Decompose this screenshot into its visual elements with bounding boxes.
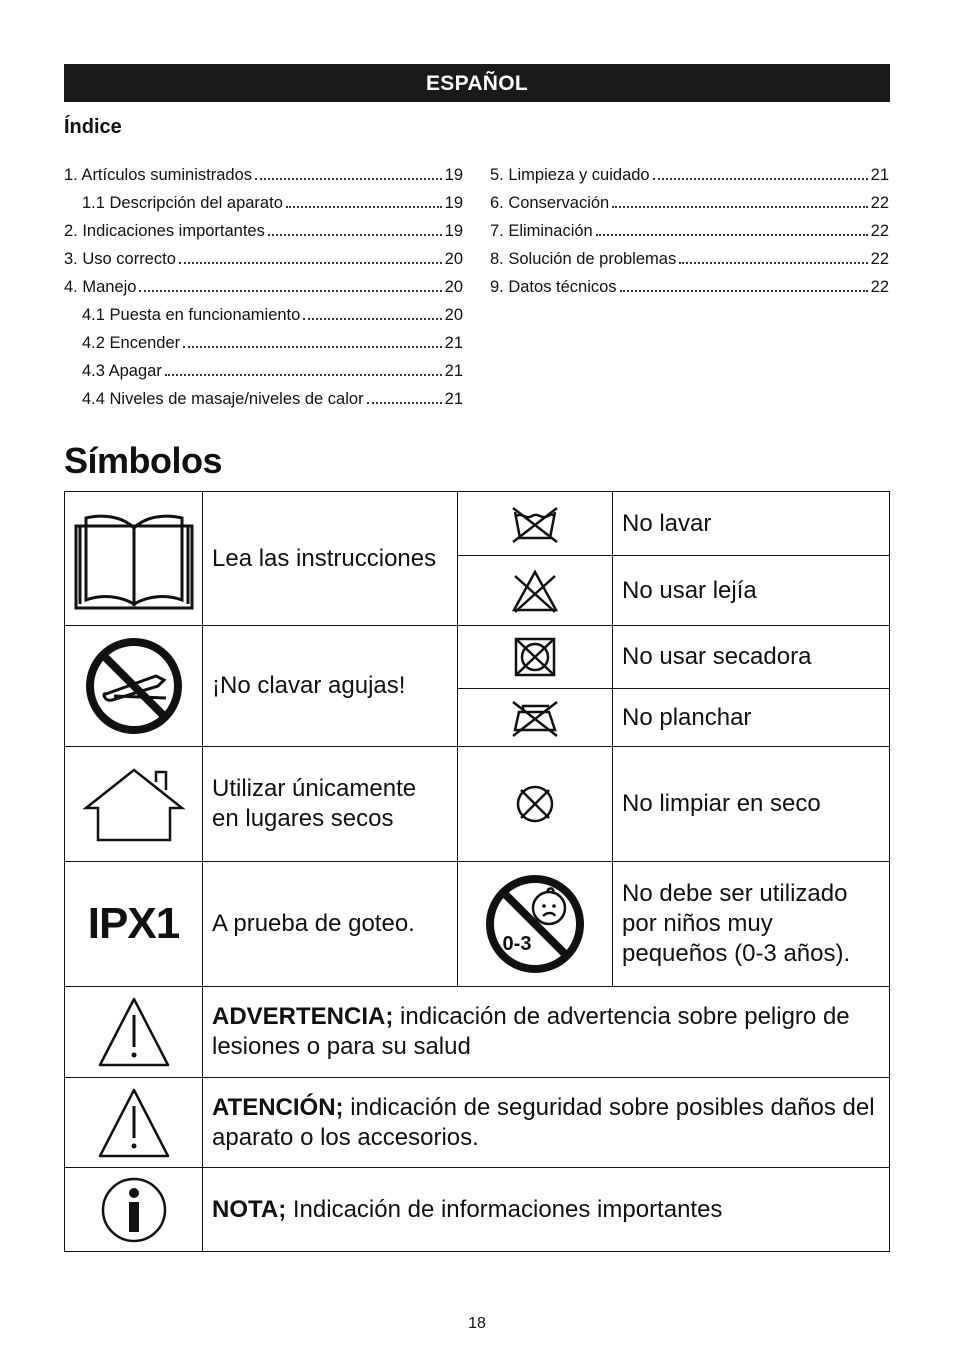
toc-entry-label: 7. Eliminación	[490, 222, 593, 240]
info-icon	[99, 1175, 169, 1245]
toc-entry-page: 22	[870, 222, 889, 240]
toc-leader-dots	[612, 205, 867, 208]
no-bleach-icon-cell	[458, 556, 613, 626]
toc-entry-page: 22	[870, 194, 889, 212]
toc-entry	[64, 186, 463, 214]
house-icon	[82, 764, 186, 844]
no-bleach-icon	[510, 568, 560, 614]
no-iron-icon-cell	[458, 689, 613, 747]
read-instructions-label: Lea las instrucciones	[203, 492, 458, 626]
no-children-icon	[483, 872, 587, 976]
caution-text: indicación de seguridad sobre posibles daños del aparato o los accesorios.	[212, 1093, 875, 1151]
info-note	[203, 1168, 890, 1252]
toc-leader-dots	[303, 317, 441, 320]
toc-entry-page: 21	[444, 362, 463, 380]
ipx1-badge: IPX1	[87, 899, 180, 948]
toc-entry	[64, 158, 463, 186]
toc-entry-page: 20	[444, 278, 463, 296]
toc-entry-label: 9. Datos técnicos	[490, 278, 617, 296]
toc-entry-page: 21	[870, 166, 889, 184]
no-children-line1: No debe ser utilizado	[622, 880, 848, 907]
no-iron-icon	[509, 698, 561, 738]
no-iron-label: No planchar	[613, 689, 890, 747]
toc-entry	[64, 214, 463, 242]
page-number: 18	[468, 1315, 486, 1332]
toc-entry-page: 19	[444, 166, 463, 184]
caution-triangle-icon	[96, 1086, 172, 1160]
toc-entry-label: 1. Artículos suministrados	[64, 166, 252, 184]
symbols-title: Símbolos	[64, 440, 223, 481]
age-range-label: 0-3	[502, 933, 532, 955]
ipx1-icon-cell	[65, 862, 203, 987]
dry-places-icon-cell	[65, 747, 203, 862]
caution-keyword: ATENCIÓN;	[212, 1093, 344, 1121]
note-keyword: NOTA;	[212, 1195, 287, 1223]
no-dry-clean-icon-cell	[458, 747, 613, 862]
toc-entry	[490, 158, 889, 186]
toc-entry	[490, 270, 889, 298]
index-title: Índice	[64, 116, 122, 138]
warning-text: indicación de advertencia sobre peligro de lesiones o para su salud	[212, 1003, 850, 1060]
read-instructions-icon-cell	[65, 492, 203, 626]
info-icon-cell	[65, 1168, 203, 1252]
toc-leader-dots	[679, 261, 867, 264]
no-tumble-dry-icon	[512, 636, 558, 678]
toc-entry	[490, 186, 889, 214]
toc-entry-page: 20	[444, 306, 463, 324]
open-book-icon	[72, 506, 196, 612]
note-text: Indicación de informaciones importantes	[286, 1195, 723, 1223]
toc-entry	[490, 214, 889, 242]
no-wash-label: No lavar	[613, 492, 890, 556]
no-needles-label: ¡No clavar agujas!	[203, 626, 458, 747]
no-dryer-icon-cell	[458, 626, 613, 689]
toc-entry-label: 4. Manejo	[64, 278, 137, 296]
language-banner: ESPAÑOL	[64, 64, 890, 102]
toc-leader-dots	[179, 261, 442, 264]
no-children-line3: pequeños (0-3 años).	[622, 940, 851, 967]
toc-leader-dots	[268, 233, 442, 236]
toc-leader-dots	[183, 345, 441, 348]
no-needles-icon	[84, 636, 184, 736]
toc-entry	[490, 242, 889, 270]
no-needles-icon-cell	[65, 626, 203, 747]
no-dry-clean-label: No limpiar en seco	[613, 747, 890, 862]
no-dryer-label: No usar secadora	[613, 626, 890, 689]
toc-leader-dots	[286, 205, 442, 208]
toc-leader-dots	[255, 177, 442, 180]
toc-entry-label: 5. Limpieza y cuidado	[490, 166, 650, 184]
drip-proof-label: A prueba de goteo.	[203, 862, 458, 987]
warning-icon-cell	[65, 987, 203, 1078]
toc-leader-dots	[367, 401, 442, 404]
caution-note	[203, 1078, 890, 1168]
toc-entry	[64, 326, 463, 354]
toc-entry-label: 2. Indicaciones importantes	[64, 222, 265, 240]
no-children-label	[613, 862, 890, 987]
toc-leader-dots	[165, 373, 442, 376]
toc-entry-label: 3. Uso correcto	[64, 250, 176, 268]
toc-left-column	[64, 158, 463, 410]
dry-places-line2: en lugares secos	[212, 805, 394, 832]
no-children-line2: por niños muy	[622, 910, 773, 937]
no-dry-clean-icon	[513, 782, 557, 826]
toc-entry-page: 19	[444, 222, 463, 240]
dry-places-label	[203, 747, 458, 862]
toc-leader-dots	[620, 289, 868, 292]
toc-right-column	[490, 158, 889, 298]
caution-icon-cell	[65, 1078, 203, 1168]
toc-entry-label: 8. Solución de problemas	[490, 250, 677, 268]
toc-entry	[64, 382, 463, 410]
toc-entry-label: 4.1 Puesta en funcionamiento	[82, 306, 301, 324]
toc-entry	[64, 354, 463, 382]
toc-entry	[64, 298, 463, 326]
toc-leader-dots	[139, 289, 441, 292]
toc-entry-page: 21	[444, 334, 463, 352]
no-children-icon-cell	[458, 862, 613, 987]
toc-entry-page: 19	[444, 194, 463, 212]
toc-entry-label: 1.1 Descripción del aparato	[82, 194, 283, 212]
toc-leader-dots	[653, 177, 868, 180]
warning-note	[203, 987, 890, 1078]
toc-entry	[64, 270, 463, 298]
toc-entry-page: 20	[444, 250, 463, 268]
toc-entry-label: 4.4 Niveles de masaje/niveles de calor	[82, 390, 364, 408]
toc-leader-dots	[596, 233, 868, 236]
dry-places-line1: Utilizar únicamente	[212, 775, 417, 802]
toc-entry-page: 22	[870, 278, 889, 296]
warning-triangle-icon	[96, 995, 172, 1069]
warning-keyword: ADVERTENCIA;	[212, 1003, 394, 1030]
no-wash-icon	[510, 504, 560, 544]
toc-entry-label: 4.3 Apagar	[82, 362, 162, 380]
toc-entry-page: 22	[870, 250, 889, 268]
toc-entry-label: 4.2 Encender	[82, 334, 181, 352]
no-bleach-label: No usar lejía	[613, 556, 890, 626]
toc-entry	[64, 242, 463, 270]
toc-entry-page: 21	[444, 390, 463, 408]
toc-entry-label: 6. Conservación	[490, 194, 610, 212]
no-wash-icon-cell	[458, 492, 613, 556]
symbols-table	[64, 491, 890, 1252]
